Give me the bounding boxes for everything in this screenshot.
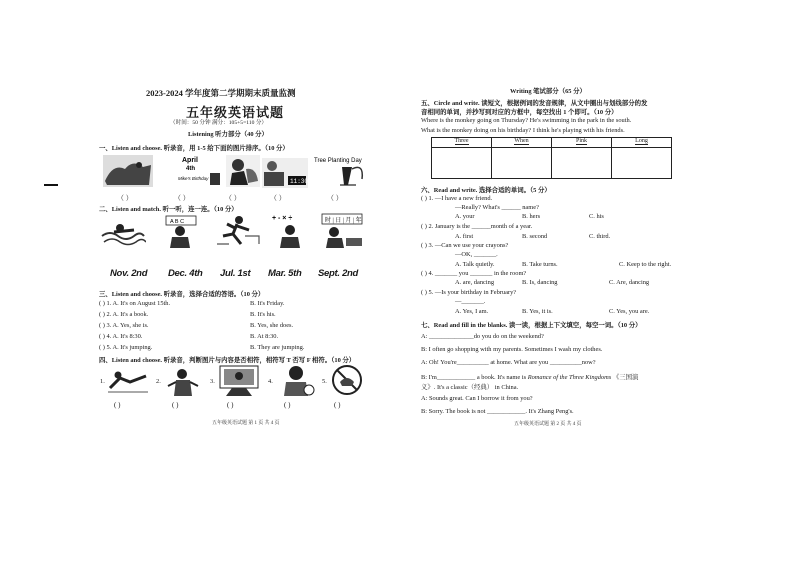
sec6-q1-b: B. hers xyxy=(522,213,541,220)
pic-calendar: 时 | 日 | 月 | 年 xyxy=(325,218,362,224)
sec6-q3-line2: —OK, _______. xyxy=(455,251,498,258)
book-title: Romance of the Three Kingdoms xyxy=(527,374,612,381)
sec6-q3-b: B. Take turns. xyxy=(522,261,558,268)
exam-header: 2023-2024 学年度第二学期期末质量监测 xyxy=(146,88,296,98)
date-label-2: Dec. 4th xyxy=(168,268,203,279)
date-label-4: Mar. 5th xyxy=(268,268,302,279)
dialog-line-7: B: Sorry. The book is not ____________. It's Zhang Peng's. xyxy=(421,408,574,415)
dialog-line-1: A: ______________do you do on the weekend? xyxy=(421,333,544,340)
sec1-picture-2 xyxy=(176,153,224,189)
sec6-q2-b: B. second xyxy=(522,233,548,240)
word-header-long: Long xyxy=(612,138,672,148)
sec4-num-3: 3. xyxy=(210,378,215,385)
sec3-q5: ( ) 5. A. It's jumping. xyxy=(99,344,153,351)
sec6-q5-a: A. Yes, I am. xyxy=(455,308,489,315)
sec3-q1: ( ) 1. A. It's on August 15th. xyxy=(99,300,171,307)
section7-title: 七、Read and fill in the blanks. 读一读，根据上下文填空，每空一词。（10 分） xyxy=(421,322,642,329)
word-header-three: Three xyxy=(432,138,492,148)
section5-title: 五、Circle and write. 读短文，根据例词的发音规律，从文中圈出与划线部分的发 xyxy=(421,100,648,107)
sec1-paren-5[interactable]: （ ） xyxy=(327,194,343,202)
word-cell-long[interactable] xyxy=(612,148,672,179)
time-info: （时间：50 分钟 满分：105+5=110 分） xyxy=(170,120,268,126)
sec4-paren-2[interactable]: ( ) xyxy=(172,401,179,409)
sec4-num-2: 2. xyxy=(156,378,161,385)
word-header-pink: Pink xyxy=(552,138,612,148)
word-cell-three[interactable] xyxy=(432,148,492,179)
sec6-q2-c: C. third. xyxy=(589,233,611,240)
sec6-q5: ( ) 5. —Is your birthday in February? xyxy=(421,289,517,296)
right-footer: 五年级英语试题 第 2 页 共 4 页 xyxy=(514,422,582,427)
section1-title: 一、Listen and choose. 听录音，用 1-5 给下面的图片排序。（10 分） xyxy=(99,145,289,152)
sec6-q5-b: B. Yes, it is. xyxy=(522,308,553,315)
sec1-paren-3[interactable]: （ ） xyxy=(225,194,241,202)
section6-title: 六、Read and write. 选择合适的单词。（5 分） xyxy=(421,187,551,194)
dialog-line-5: 义》. It's a classic（经典） in China. xyxy=(421,384,519,391)
sec5-passage-1: Where is the monkey going on Thursday? He's swimming in the park in the south. xyxy=(421,117,632,124)
date-label-3: Jul. 1st xyxy=(220,268,251,279)
pic2-birthday: Mike's Birthday xyxy=(178,176,209,181)
sec6-q3-a: A. Talk quietly. xyxy=(455,261,495,268)
word-cell-pink[interactable] xyxy=(552,148,612,179)
exam-title: 五年级英语试题 xyxy=(186,105,285,120)
sec5-passage-2: What is the monkey doing on his birthday? I think he's playing with his friends. xyxy=(421,127,625,134)
sec2-picture-2 xyxy=(160,214,202,248)
dialog-line-3: A: Oh! You're__________ at home. What are you __________now? xyxy=(421,359,596,366)
sec6-q5-c: C. Yes, you are. xyxy=(609,308,650,315)
sec2-picture-5 xyxy=(318,212,366,248)
pic5-label: Tree Planting Day xyxy=(314,158,362,164)
section3-title: 三、Listen and choose. 听录音，选择合适的答语。（10 分） xyxy=(99,291,265,298)
sec2-picture-3 xyxy=(215,214,261,248)
sec1-paren-1[interactable]: （ ） xyxy=(117,194,133,202)
sec6-q5-line2: —_______. xyxy=(455,298,486,305)
sec2-picture-4 xyxy=(268,212,314,248)
word-table xyxy=(431,137,672,179)
sec1-picture-1 xyxy=(103,155,153,187)
sec6-q3-c: C. Keep to the right. xyxy=(619,261,672,268)
sec4-picture-1 xyxy=(108,368,148,394)
dialog-line-2: B: I often go shopping with my parents. Sometimes I wash my clothes. xyxy=(421,346,603,353)
dialog-line-4-text: B: I'm____________ a book. It's name is xyxy=(421,374,527,381)
sec4-picture-3 xyxy=(218,364,260,396)
sec6-q1-line2: —Really? What's ______ name? xyxy=(455,204,539,211)
sec3-q1-b: B. It's Friday. xyxy=(250,300,285,307)
margin-mark xyxy=(44,184,58,186)
sec4-num-4: 4. xyxy=(268,378,273,385)
sec3-q4: ( ) 4. A. It's 8:30. xyxy=(99,333,143,340)
sec4-picture-4 xyxy=(276,364,316,396)
pic-math: + - × ÷ xyxy=(272,215,293,222)
book-title-cn: 《三国演 xyxy=(612,374,639,381)
writing-title: Writing 笔试部分（65 分） xyxy=(510,88,586,95)
date-label-1: Nov. 2nd xyxy=(110,268,148,279)
word-header-when: When xyxy=(492,138,552,148)
section2-title: 二、Listen and match. 听一听，连一连。（10 分） xyxy=(99,206,238,213)
sec4-paren-5[interactable]: ( ) xyxy=(334,401,341,409)
sec6-q1-a: A. your xyxy=(455,213,475,220)
sec3-q2: ( ) 2. A. It's a book. xyxy=(99,311,149,318)
sec4-paren-4[interactable]: ( ) xyxy=(284,401,291,409)
sec2-picture-1 xyxy=(100,216,146,246)
sec3-q3-b: B. Yes, she does. xyxy=(250,322,294,329)
sec6-q2: ( ) 2. January is the ______month of a year. xyxy=(421,223,533,230)
sec6-q2-a: A. first xyxy=(455,233,474,240)
pic-abc: A B C xyxy=(170,219,185,225)
right-page xyxy=(397,0,794,561)
sec6-q4-a: A. are, dancing xyxy=(455,279,495,286)
sec4-paren-3[interactable]: ( ) xyxy=(227,401,234,409)
sec3-q5-b: B. They are jumping. xyxy=(250,344,305,351)
sec1-paren-4[interactable]: （ ） xyxy=(270,194,286,202)
sec6-q1: ( ) 1. —I have a new friend. xyxy=(421,195,493,202)
sec6-q3: ( ) 3. —Can we use your crayons? xyxy=(421,242,509,249)
sec4-paren-1[interactable]: ( ) xyxy=(114,401,121,409)
listening-title: Listening 听力部分（40 分） xyxy=(188,131,268,138)
word-cell-when[interactable] xyxy=(492,148,552,179)
sec3-q2-b: B. It's his. xyxy=(250,311,276,318)
sec1-picture-3 xyxy=(226,155,260,187)
section5-title-2: 音相同的单词，并抄写到对应的方框中，每空找出 1 个即可。（10 分） xyxy=(421,109,618,116)
sec1-picture-4 xyxy=(262,158,308,188)
sec1-picture-5 xyxy=(312,155,372,189)
dialog-line-6: A: Sounds great. Can I borrow it from you? xyxy=(421,395,533,402)
sec4-num-5: 5. xyxy=(322,378,327,385)
sec1-paren-2[interactable]: （ ） xyxy=(174,194,190,202)
pic2-4th: 4th xyxy=(186,166,195,172)
sec4-picture-2 xyxy=(164,366,200,396)
sec6-q4-b: B. Is, dancing xyxy=(522,279,558,286)
left-footer: 五年级英语试题 第 1 页 共 4 页 xyxy=(212,421,280,426)
date-label-5: Sept. 2nd xyxy=(318,268,359,279)
sec6-q4: ( ) 4. _______ you _______ in the room? xyxy=(421,270,527,277)
sec4-picture-5 xyxy=(330,364,364,396)
pic2-april: April xyxy=(182,157,198,164)
sec6-q1-c: C. his xyxy=(589,213,604,220)
pic4-clock: 11:30 xyxy=(290,178,308,185)
dialog-line-4 xyxy=(421,372,638,381)
section4-title: 四、Listen and choose. 听录音，判断图片与内容是否相符，相符写 T 否写 F 相符。（10 分） xyxy=(99,357,356,364)
sec3-q4-b: B. At 8:30. xyxy=(250,333,279,340)
sec4-num-1: 1. xyxy=(100,378,105,385)
sec6-q4-c: C. Are, dancing xyxy=(609,279,650,286)
sec3-q3: ( ) 3. A. Yes, she is. xyxy=(99,322,149,329)
